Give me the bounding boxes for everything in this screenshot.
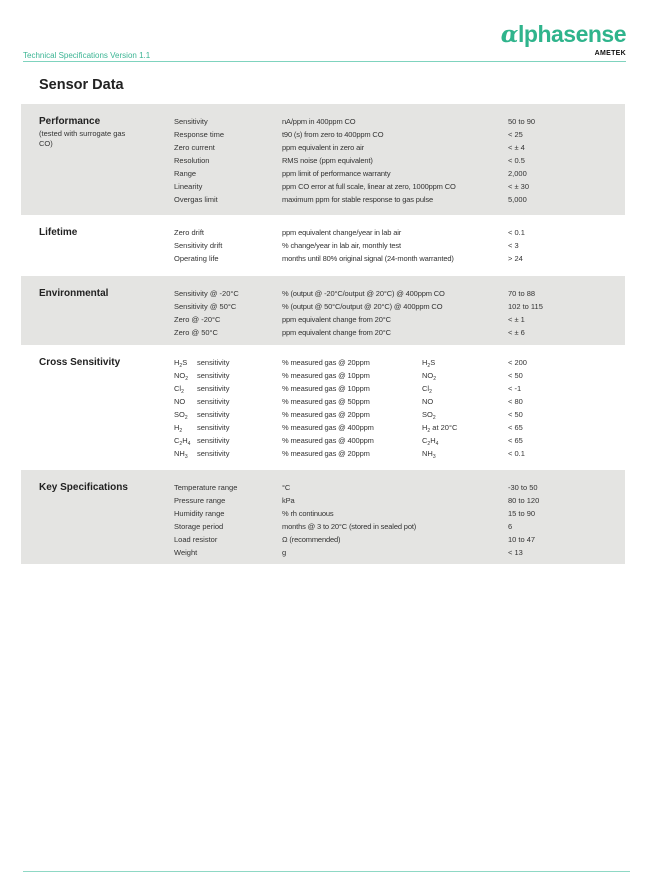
formula-subscript: 2	[427, 441, 431, 447]
spec-parameter: Sensitivity drift	[174, 241, 223, 250]
spec-parameter: Zero @ -20°C	[174, 315, 221, 324]
spec-row	[21, 167, 625, 180]
formula-part: NH	[422, 449, 433, 458]
spec-row	[21, 520, 625, 533]
ametek-logo: AMETEK	[594, 50, 626, 57]
spec-description: % (output @ 50°C/output @ 20°C) @ 400ppm CO	[282, 302, 443, 311]
spec-value: < ± 1	[508, 315, 525, 324]
spec-parameter: Linearity	[174, 182, 203, 191]
spec-description: maximum ppm for stable response to gas pulse	[282, 195, 433, 204]
cross-description: % measured gas @ 10ppm	[282, 371, 370, 380]
section-cross-sensitivity	[21, 345, 625, 470]
section-title: Performance	[39, 116, 101, 127]
sensitivity-label: sensitivity	[197, 397, 230, 406]
spec-parameter: Load resistor	[174, 535, 218, 544]
spec-description: ppm equivalent in zero air	[282, 143, 364, 152]
formula-subscript: 2	[179, 363, 183, 369]
cross-sensitivity-row	[21, 447, 625, 460]
sensitivity-label: sensitivity	[197, 410, 230, 419]
spec-value: > 24	[508, 254, 523, 263]
spec-row	[21, 193, 625, 206]
spec-description: nA/ppm in 400ppm CO	[282, 117, 356, 126]
spec-description: RMS noise (ppm equivalent)	[282, 156, 373, 165]
formula-subscript: 2	[432, 415, 436, 421]
cross-value: < 200	[508, 358, 527, 367]
spec-parameter: Zero current	[174, 143, 215, 152]
gas-formula	[174, 434, 196, 447]
spec-row	[21, 180, 625, 193]
spec-value: 50 to 90	[508, 117, 536, 126]
formula-part: at 20°C	[430, 423, 458, 432]
section-title: Environmental	[39, 288, 109, 299]
test-gas	[422, 369, 502, 382]
test-gas	[422, 421, 502, 434]
cross-value: < 50	[508, 371, 523, 380]
cross-sensitivity-row	[21, 382, 625, 395]
formula-part: NH	[174, 449, 185, 458]
spec-parameter: Humidity range	[174, 509, 225, 518]
formula-subscript: 3	[184, 454, 188, 460]
formula-subscript: 2	[181, 389, 184, 395]
spec-row	[21, 115, 625, 128]
formula-part: SO	[422, 410, 433, 419]
spec-value: 2,000	[508, 169, 527, 178]
formula-subscript: 2	[184, 415, 188, 421]
formula-part: NO	[174, 371, 186, 380]
cross-description: % measured gas @ 20ppm	[282, 358, 370, 367]
cross-description: % measured gas @ 50ppm	[282, 397, 370, 406]
formula-subscript: 4	[435, 441, 439, 447]
header-doc-title: Technical Specifications Version 1.1	[23, 51, 151, 60]
spec-rows	[21, 287, 625, 339]
spec-value: 5,000	[508, 195, 527, 204]
logo-wordmark	[501, 22, 626, 47]
section-title: Cross Sensitivity	[39, 357, 121, 368]
test-gas	[422, 434, 502, 447]
sensitivity-label: sensitivity	[197, 423, 230, 432]
spec-parameter: Weight	[174, 548, 198, 557]
spec-value: < 3	[508, 241, 519, 250]
spec-parameter: Resolution	[174, 156, 210, 165]
formula-part: H	[430, 436, 436, 445]
spec-parameter: Response time	[174, 130, 225, 139]
spec-parameter: Overgas limit	[174, 195, 218, 204]
alphasense-logo	[486, 22, 626, 60]
spec-row	[21, 533, 625, 546]
formula-subscript: 2	[427, 428, 431, 434]
spec-description: % change/year in lab air, monthly test	[282, 241, 401, 250]
formula-subscript: 2	[433, 376, 437, 382]
spec-row	[21, 226, 625, 239]
spec-value: 15 to 90	[508, 509, 536, 518]
spec-description: kPa	[282, 496, 295, 505]
spec-row	[21, 507, 625, 520]
formula-part: SO	[174, 410, 185, 419]
spec-parameter: Sensitivity @ -20°C	[174, 289, 239, 298]
formula-part: H	[182, 436, 188, 445]
formula-subscript: 2	[429, 389, 432, 395]
cross-value: < -1	[508, 384, 522, 393]
spec-rows	[21, 226, 625, 265]
cross-sensitivity-row	[21, 395, 625, 408]
spec-description: °C	[282, 483, 291, 492]
formula-part: C	[422, 436, 428, 445]
logo-text: lphasense	[518, 21, 626, 47]
formula-part: C	[174, 436, 180, 445]
gas-formula	[174, 369, 196, 382]
spec-parameter: Sensitivity	[174, 117, 208, 126]
formula-part: H	[174, 423, 180, 432]
spec-description: % (output @ -20°C/output @ 20°C) @ 400ppm CO	[282, 289, 445, 298]
spec-row	[21, 239, 625, 252]
gas-formula	[174, 408, 196, 421]
spec-value: < 13	[508, 548, 523, 557]
spec-value: < ± 4	[508, 143, 525, 152]
formula-part: H	[422, 358, 428, 367]
sensitivity-label: sensitivity	[197, 436, 230, 445]
spec-value: 6	[508, 522, 513, 531]
page-title: Sensor Data	[39, 77, 124, 93]
sensitivity-label: sensitivity	[197, 358, 230, 367]
spec-description: months @ 3 to 20°C (stored in sealed pot)	[282, 522, 417, 531]
spec-description: ppm CO error at full scale, linear at zero, 1000ppm CO	[282, 182, 456, 191]
test-gas	[422, 395, 502, 408]
spec-value: < ± 6	[508, 328, 525, 337]
spec-parameter: Zero @ 50°C	[174, 328, 218, 337]
spec-rows	[21, 481, 625, 559]
spec-value: < 0.5	[508, 156, 525, 165]
formula-part: Cl	[422, 384, 430, 393]
formula-part: NO	[174, 397, 186, 406]
cross-value: < 65	[508, 436, 523, 445]
spec-description: ppm equivalent change from 20°C	[282, 315, 391, 324]
cross-value: < 65	[508, 423, 523, 432]
cross-sensitivity-row	[21, 369, 625, 382]
spec-row	[21, 481, 625, 494]
logo-alpha-glyph: α	[500, 21, 518, 48]
spec-description: % rh continuous	[282, 509, 334, 518]
header-rule	[23, 61, 626, 62]
spec-rows	[21, 115, 625, 206]
section-lifetime	[21, 215, 625, 276]
spec-parameter: Sensitivity @ 50°C	[174, 302, 237, 311]
cross-sensitivity-row	[21, 356, 625, 369]
spec-description: Ω (recommended)	[282, 535, 341, 544]
cross-description: % measured gas @ 20ppm	[282, 449, 370, 458]
cross-description: % measured gas @ 10ppm	[282, 384, 370, 393]
section-title: Lifetime	[39, 227, 78, 238]
gas-formula	[174, 421, 196, 434]
spec-row	[21, 154, 625, 167]
cross-sensitivity-row	[21, 434, 625, 447]
spec-row	[21, 252, 625, 265]
formula-subscript: 3	[432, 454, 436, 460]
spec-description: ppm equivalent change/year in lab air	[282, 228, 402, 237]
formula-subscript: 4	[187, 441, 191, 447]
spec-parameter: Zero drift	[174, 228, 205, 237]
cross-description: % measured gas @ 20ppm	[282, 410, 370, 419]
spec-description: months until 80% original signal (24-month warranted)	[282, 254, 454, 263]
spec-description: ppm limit of performance warranty	[282, 169, 391, 178]
spec-row	[21, 546, 625, 559]
spec-description: g	[282, 548, 287, 557]
cross-sensitivity-row	[21, 421, 625, 434]
spec-parameter: Operating life	[174, 254, 219, 263]
spec-value: 70 to 88	[508, 289, 536, 298]
spec-row	[21, 300, 625, 313]
footer-rule	[23, 871, 630, 872]
spec-value: 80 to 120	[508, 496, 540, 505]
test-gas	[422, 447, 502, 460]
section-title: Key Specifications	[39, 482, 128, 493]
gas-formula	[174, 382, 196, 395]
gas-formula	[174, 395, 196, 408]
sensitivity-label: sensitivity	[197, 371, 230, 380]
spec-value: < 25	[508, 130, 523, 139]
cross-description: % measured gas @ 400ppm	[282, 436, 374, 445]
cross-value: < 50	[508, 410, 523, 419]
spec-row	[21, 313, 625, 326]
section-subtitle: (tested with surrogate gas CO)	[39, 129, 126, 148]
test-gas	[422, 408, 502, 421]
gas-formula	[174, 356, 196, 369]
formula-part: S	[182, 358, 188, 367]
test-gas	[422, 356, 502, 369]
formula-subscript: 2	[427, 363, 431, 369]
gas-formula	[174, 447, 196, 460]
cross-sensitivity-row	[21, 408, 625, 421]
spec-parameter: Storage period	[174, 522, 224, 531]
cross-value: < 80	[508, 397, 523, 406]
formula-part: NO	[422, 371, 434, 380]
spec-parameter: Range	[174, 169, 197, 178]
formula-subscript: 2	[179, 428, 183, 434]
spec-parameter: Temperature range	[174, 483, 238, 492]
formula-part: S	[430, 358, 436, 367]
spec-row	[21, 128, 625, 141]
sensitivity-label: sensitivity	[197, 449, 230, 458]
test-gas	[422, 382, 502, 395]
spec-row	[21, 494, 625, 507]
formula-subscript: 2	[185, 376, 189, 382]
spec-parameter: Pressure range	[174, 496, 226, 505]
cross-rows	[21, 356, 625, 460]
section-performance	[21, 104, 625, 215]
spec-value: < ± 30	[508, 182, 530, 191]
formula-part: H	[174, 358, 180, 367]
spec-value: < 0.1	[508, 228, 525, 237]
spec-description: t90 (s) from zero to 400ppm CO	[282, 130, 384, 139]
formula-part: Cl	[174, 384, 182, 393]
formula-part: NO	[422, 397, 434, 406]
section-key-specifications	[21, 470, 625, 564]
spec-row	[21, 326, 625, 339]
spec-value: 102 to 115	[508, 302, 543, 311]
formula-part: H	[422, 423, 428, 432]
spec-row	[21, 287, 625, 300]
spec-description: ppm equivalent change from 20°C	[282, 328, 391, 337]
spec-value: -30 to 50	[508, 483, 538, 492]
spec-value: 10 to 47	[508, 535, 536, 544]
formula-subscript: 2	[179, 441, 183, 447]
section-environmental	[21, 276, 625, 345]
sensitivity-label: sensitivity	[197, 384, 230, 393]
cross-value: < 0.1	[508, 449, 525, 458]
cross-description: % measured gas @ 400ppm	[282, 423, 374, 432]
spec-row	[21, 141, 625, 154]
